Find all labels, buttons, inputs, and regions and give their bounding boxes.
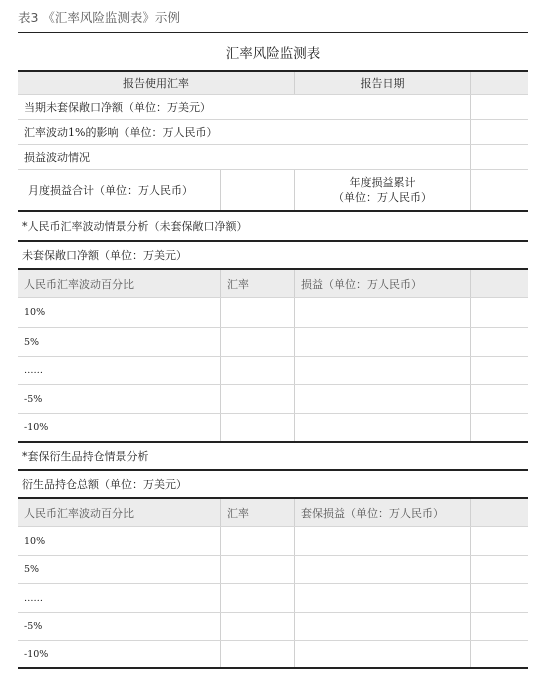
table-row bbox=[18, 641, 528, 669]
totals-row bbox=[18, 170, 528, 212]
extra-cell[interactable] bbox=[470, 556, 528, 583]
annual-total-line2: （单位：万人民币） bbox=[333, 191, 432, 204]
hedge-profit-loss-cell[interactable] bbox=[294, 641, 470, 667]
table-row bbox=[18, 584, 528, 613]
extra-cell[interactable] bbox=[470, 357, 528, 384]
hedge-profit-loss-cell[interactable] bbox=[294, 613, 470, 640]
hedge-profit-loss-cell[interactable] bbox=[294, 584, 470, 612]
rate-cell[interactable] bbox=[220, 613, 294, 640]
table-row bbox=[18, 613, 528, 641]
percent-cell: 10% bbox=[24, 307, 46, 318]
rate-cell[interactable] bbox=[220, 328, 294, 356]
column-percent: 人民币汇率波动百分比 bbox=[24, 277, 134, 291]
section2-title: *套保衍生品持仓情景分析 bbox=[22, 450, 149, 463]
percent-cell: 5% bbox=[24, 336, 40, 348]
percent-cell: 10% bbox=[24, 535, 46, 547]
info-label: 当期未套保敞口净额（单位：万美元） bbox=[24, 101, 211, 114]
profit-loss-cell[interactable] bbox=[294, 357, 470, 384]
section1-title: *人民币汇率波动情景分析（未套保敞口净额） bbox=[22, 220, 248, 233]
profit-loss-cell[interactable] bbox=[294, 298, 470, 327]
extra-cell[interactable] bbox=[470, 584, 528, 612]
column-rate: 汇率 bbox=[220, 270, 294, 297]
rate-cell[interactable] bbox=[220, 556, 294, 583]
hedge-profit-loss-cell[interactable] bbox=[294, 556, 470, 583]
percent-cell: -5% bbox=[24, 621, 43, 632]
column-rate: 汇率 bbox=[220, 499, 294, 526]
rate-cell[interactable] bbox=[220, 385, 294, 413]
extra-cell[interactable] bbox=[470, 298, 528, 327]
rate-cell[interactable] bbox=[220, 357, 294, 384]
header-date-value[interactable] bbox=[470, 72, 528, 94]
header-date-label: 报告日期 bbox=[294, 72, 470, 94]
profit-loss-cell[interactable] bbox=[294, 385, 470, 413]
extra-cell[interactable] bbox=[470, 385, 528, 413]
column-percent: 人民币汇率波动百分比 bbox=[24, 506, 134, 520]
section2-title-row bbox=[18, 443, 528, 471]
extra-cell[interactable] bbox=[470, 414, 528, 441]
table-row bbox=[18, 357, 528, 385]
percent-cell: …… bbox=[24, 365, 43, 376]
hedge-profit-loss-cell[interactable] bbox=[294, 527, 470, 555]
section2-subtitle: 衍生品持仓总额（单位：万美元） bbox=[22, 478, 187, 491]
rate-cell[interactable] bbox=[220, 527, 294, 555]
rate-cell[interactable] bbox=[220, 641, 294, 667]
extra-cell[interactable] bbox=[470, 641, 528, 667]
percent-cell: -10% bbox=[24, 648, 49, 660]
section2-subtitle-row bbox=[18, 471, 528, 499]
profit-loss-cell[interactable] bbox=[294, 414, 470, 441]
annual-total-line1: 年度损益累计 bbox=[349, 176, 416, 189]
rate-cell[interactable] bbox=[220, 584, 294, 612]
table-row bbox=[18, 414, 528, 443]
table-caption: 表3 《汇率风险监测表》示例 bbox=[18, 10, 180, 25]
table-row bbox=[18, 385, 528, 414]
info-value[interactable] bbox=[470, 95, 528, 119]
rate-cell[interactable] bbox=[220, 414, 294, 441]
table-row bbox=[18, 328, 528, 357]
percent-cell: -5% bbox=[24, 393, 43, 405]
percent-cell: -10% bbox=[24, 422, 49, 433]
extra-cell[interactable] bbox=[470, 613, 528, 640]
info-row bbox=[18, 120, 528, 145]
percent-cell: 5% bbox=[24, 564, 40, 575]
info-row bbox=[18, 95, 528, 120]
risk-monitoring-table bbox=[18, 70, 528, 669]
caption-rule bbox=[18, 32, 528, 33]
column-extra bbox=[470, 270, 528, 297]
rate-cell[interactable] bbox=[220, 298, 294, 327]
annual-total-label bbox=[294, 170, 470, 210]
table-row bbox=[18, 298, 528, 328]
section2-column-header bbox=[18, 499, 528, 527]
section1-subtitle-row bbox=[18, 242, 528, 270]
monthly-total-label: 月度损益合计（单位：万人民币） bbox=[28, 184, 193, 197]
section1-title-row bbox=[18, 212, 528, 242]
extra-cell[interactable] bbox=[470, 527, 528, 555]
header-rate-label: 报告使用汇率 bbox=[123, 77, 189, 90]
column-extra bbox=[470, 499, 528, 526]
info-label: 损益波动情况 bbox=[24, 151, 90, 164]
header-row bbox=[18, 70, 528, 95]
table-row bbox=[18, 556, 528, 584]
percent-cell: …… bbox=[24, 592, 43, 604]
profit-loss-cell[interactable] bbox=[294, 328, 470, 356]
column-profit-loss: 损益（单位：万人民币） bbox=[294, 270, 470, 297]
info-label: 汇率波动1%的影响（单位：万人民币） bbox=[24, 126, 218, 139]
column-hedge-profit-loss: 套保损益（单位：万人民币） bbox=[294, 499, 470, 526]
section1-column-header bbox=[18, 270, 528, 298]
table-title: 汇率风险监测表 bbox=[225, 46, 321, 62]
info-value[interactable] bbox=[470, 120, 528, 144]
info-row bbox=[18, 145, 528, 170]
extra-cell[interactable] bbox=[470, 328, 528, 356]
monthly-total-value[interactable] bbox=[220, 170, 294, 210]
info-value[interactable] bbox=[470, 145, 528, 169]
annual-total-value[interactable] bbox=[470, 170, 528, 210]
section1-subtitle: 未套保敞口净额（单位：万美元） bbox=[22, 249, 187, 262]
table-row bbox=[18, 527, 528, 556]
